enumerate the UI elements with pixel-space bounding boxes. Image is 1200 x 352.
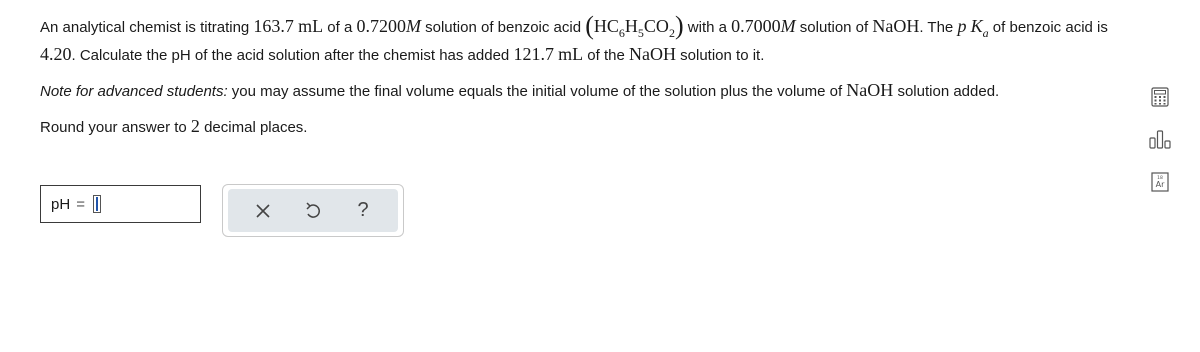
base-name: NaOH — [872, 16, 920, 36]
clear-button[interactable] — [248, 196, 278, 226]
undo-icon — [305, 202, 321, 220]
formula-hc: HC — [593, 16, 619, 36]
help-icon: ? — [357, 199, 369, 221]
question-text: An analytical chemist is titrating — [40, 19, 254, 36]
periodic-table-button[interactable] — [1148, 170, 1172, 194]
rounding-instruction: Round your answer to 2 decimal places. — [40, 116, 308, 136]
close-icon — [256, 204, 270, 218]
pka-value: 4.20 — [40, 44, 72, 64]
help-button[interactable] — [348, 196, 378, 226]
periodic-table-icon — [1151, 172, 1169, 192]
bar-chart-icon — [1149, 129, 1171, 149]
equals-sign: = — [76, 195, 85, 213]
question-line-2: 4.20. Calculate the pH of the acid solution after the chemist has added 121.7 mL of the NaOH solution to it. — [40, 44, 765, 64]
answer-toolbar — [222, 184, 404, 237]
calculator-button[interactable] — [1148, 85, 1172, 109]
molar-unit: M — [405, 16, 421, 36]
answer-input-box[interactable] — [40, 185, 201, 223]
acid-volume: 163.7 — [253, 16, 294, 36]
unit-ml: mL — [298, 16, 324, 36]
answer-toolbar-inner — [228, 189, 398, 232]
data-chart-button[interactable] — [1148, 127, 1172, 151]
acid-concentration: 0.7200 — [356, 16, 406, 36]
undo-button[interactable] — [298, 196, 328, 226]
svg-text:18: 18 — [1157, 176, 1163, 181]
calculator-icon — [1151, 87, 1169, 107]
base-volume: 121.7 — [513, 44, 554, 64]
question-line-1: An analytical chemist is titrating 163.7 mL of a 0.7200M solution of benzoic acid $(HC_6H_5CO_2)$ with a 0.7000M solution of NaOH. The p $K_a$ of benzoic acid is — [40, 11, 1108, 40]
answer-label: pH — [51, 195, 71, 213]
note-line: Note for advanced students: you may assume the final volume equals the initial volume of the solution plus the volume of NaOH solution added. — [40, 80, 1000, 100]
base-concentration: 0.7000 — [731, 16, 781, 36]
note-label: Note for advanced students: — [40, 83, 228, 100]
answer-input-field[interactable] — [93, 195, 101, 213]
svg-text:Ar: Ar — [1155, 180, 1165, 189]
decimal-places: 2 — [190, 116, 200, 136]
